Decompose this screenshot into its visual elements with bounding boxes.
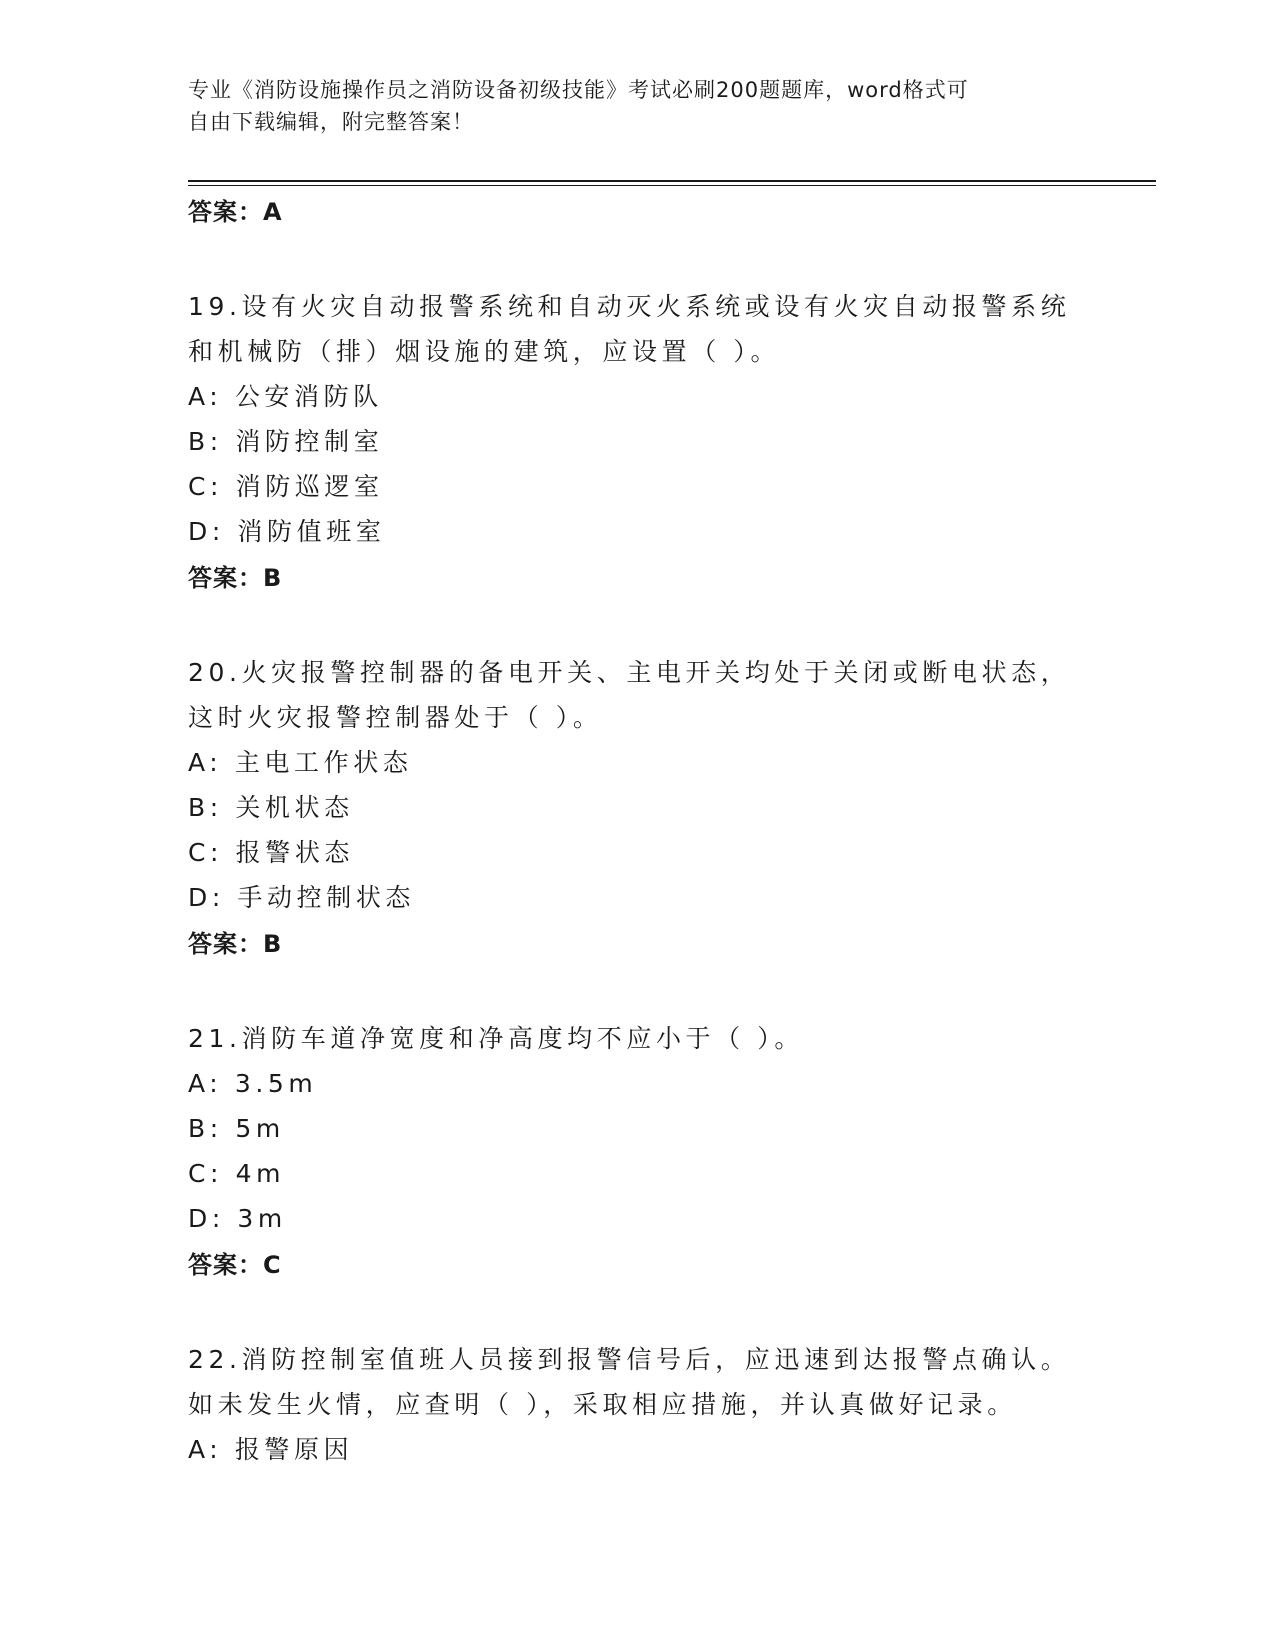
answer-line: 答案：B [188,564,283,592]
question-text: 21.消防车道净宽度和净高度均不应小于（ ）。 [188,1024,805,1053]
option-d: D: 手动控制状态 [188,883,416,912]
question-20 [188,650,1088,963]
option-a: A: 3.5m [188,1069,318,1098]
question-21 [188,1016,1088,1284]
option-a: A: 公安消防队 [188,382,383,411]
option-c: C: 消防巡逻室 [188,472,384,501]
option-d: D: 消防值班室 [188,517,386,546]
option-b: B: 关机状态 [188,793,354,822]
option-b: B: 消防控制室 [188,427,384,456]
header-divider-thin [188,185,1156,186]
header-line-2: 自由下载编辑，附完整答案！ [188,110,474,134]
question-text: 19.设有火灾自动报警系统和自动灭火系统或设有火灾自动报警系统和机械防（排）烟设施的建筑，应设置（ ）。 [188,292,1071,366]
question-19 [188,284,1088,597]
option-b: B: 5m [188,1114,285,1143]
option-a: A: 报警原因 [188,1435,354,1464]
header-divider-thick [188,180,1156,182]
header-line-1: 专业《消防设施操作员之消防设备初级技能》考试必刷200题题库，word格式可 [188,78,969,102]
option-c: C: 报警状态 [188,838,355,867]
answer-line: 答案：C [188,1251,282,1279]
option-d: D: 3m [188,1204,287,1233]
question-text: 22.消防控制室值班人员接到报警信号后，应迅速到达报警点确认。如未发生火情，应查明（ ），采取相应措施，并认真做好记录。 [188,1345,1071,1419]
option-a: A: 主电工作状态 [188,748,413,777]
question-22 [188,1337,1088,1472]
document-header [188,74,1088,138]
option-c: C: 4m [188,1159,286,1188]
answer-line: 答案：A [188,198,283,226]
question-list [188,193,1088,1472]
question-text: 20.火灾报警控制器的备电开关、主电开关均处于关闭或断电状态，这时火灾报警控制器处于（ ）。 [188,658,1071,732]
answer-line: 答案：B [188,930,283,958]
